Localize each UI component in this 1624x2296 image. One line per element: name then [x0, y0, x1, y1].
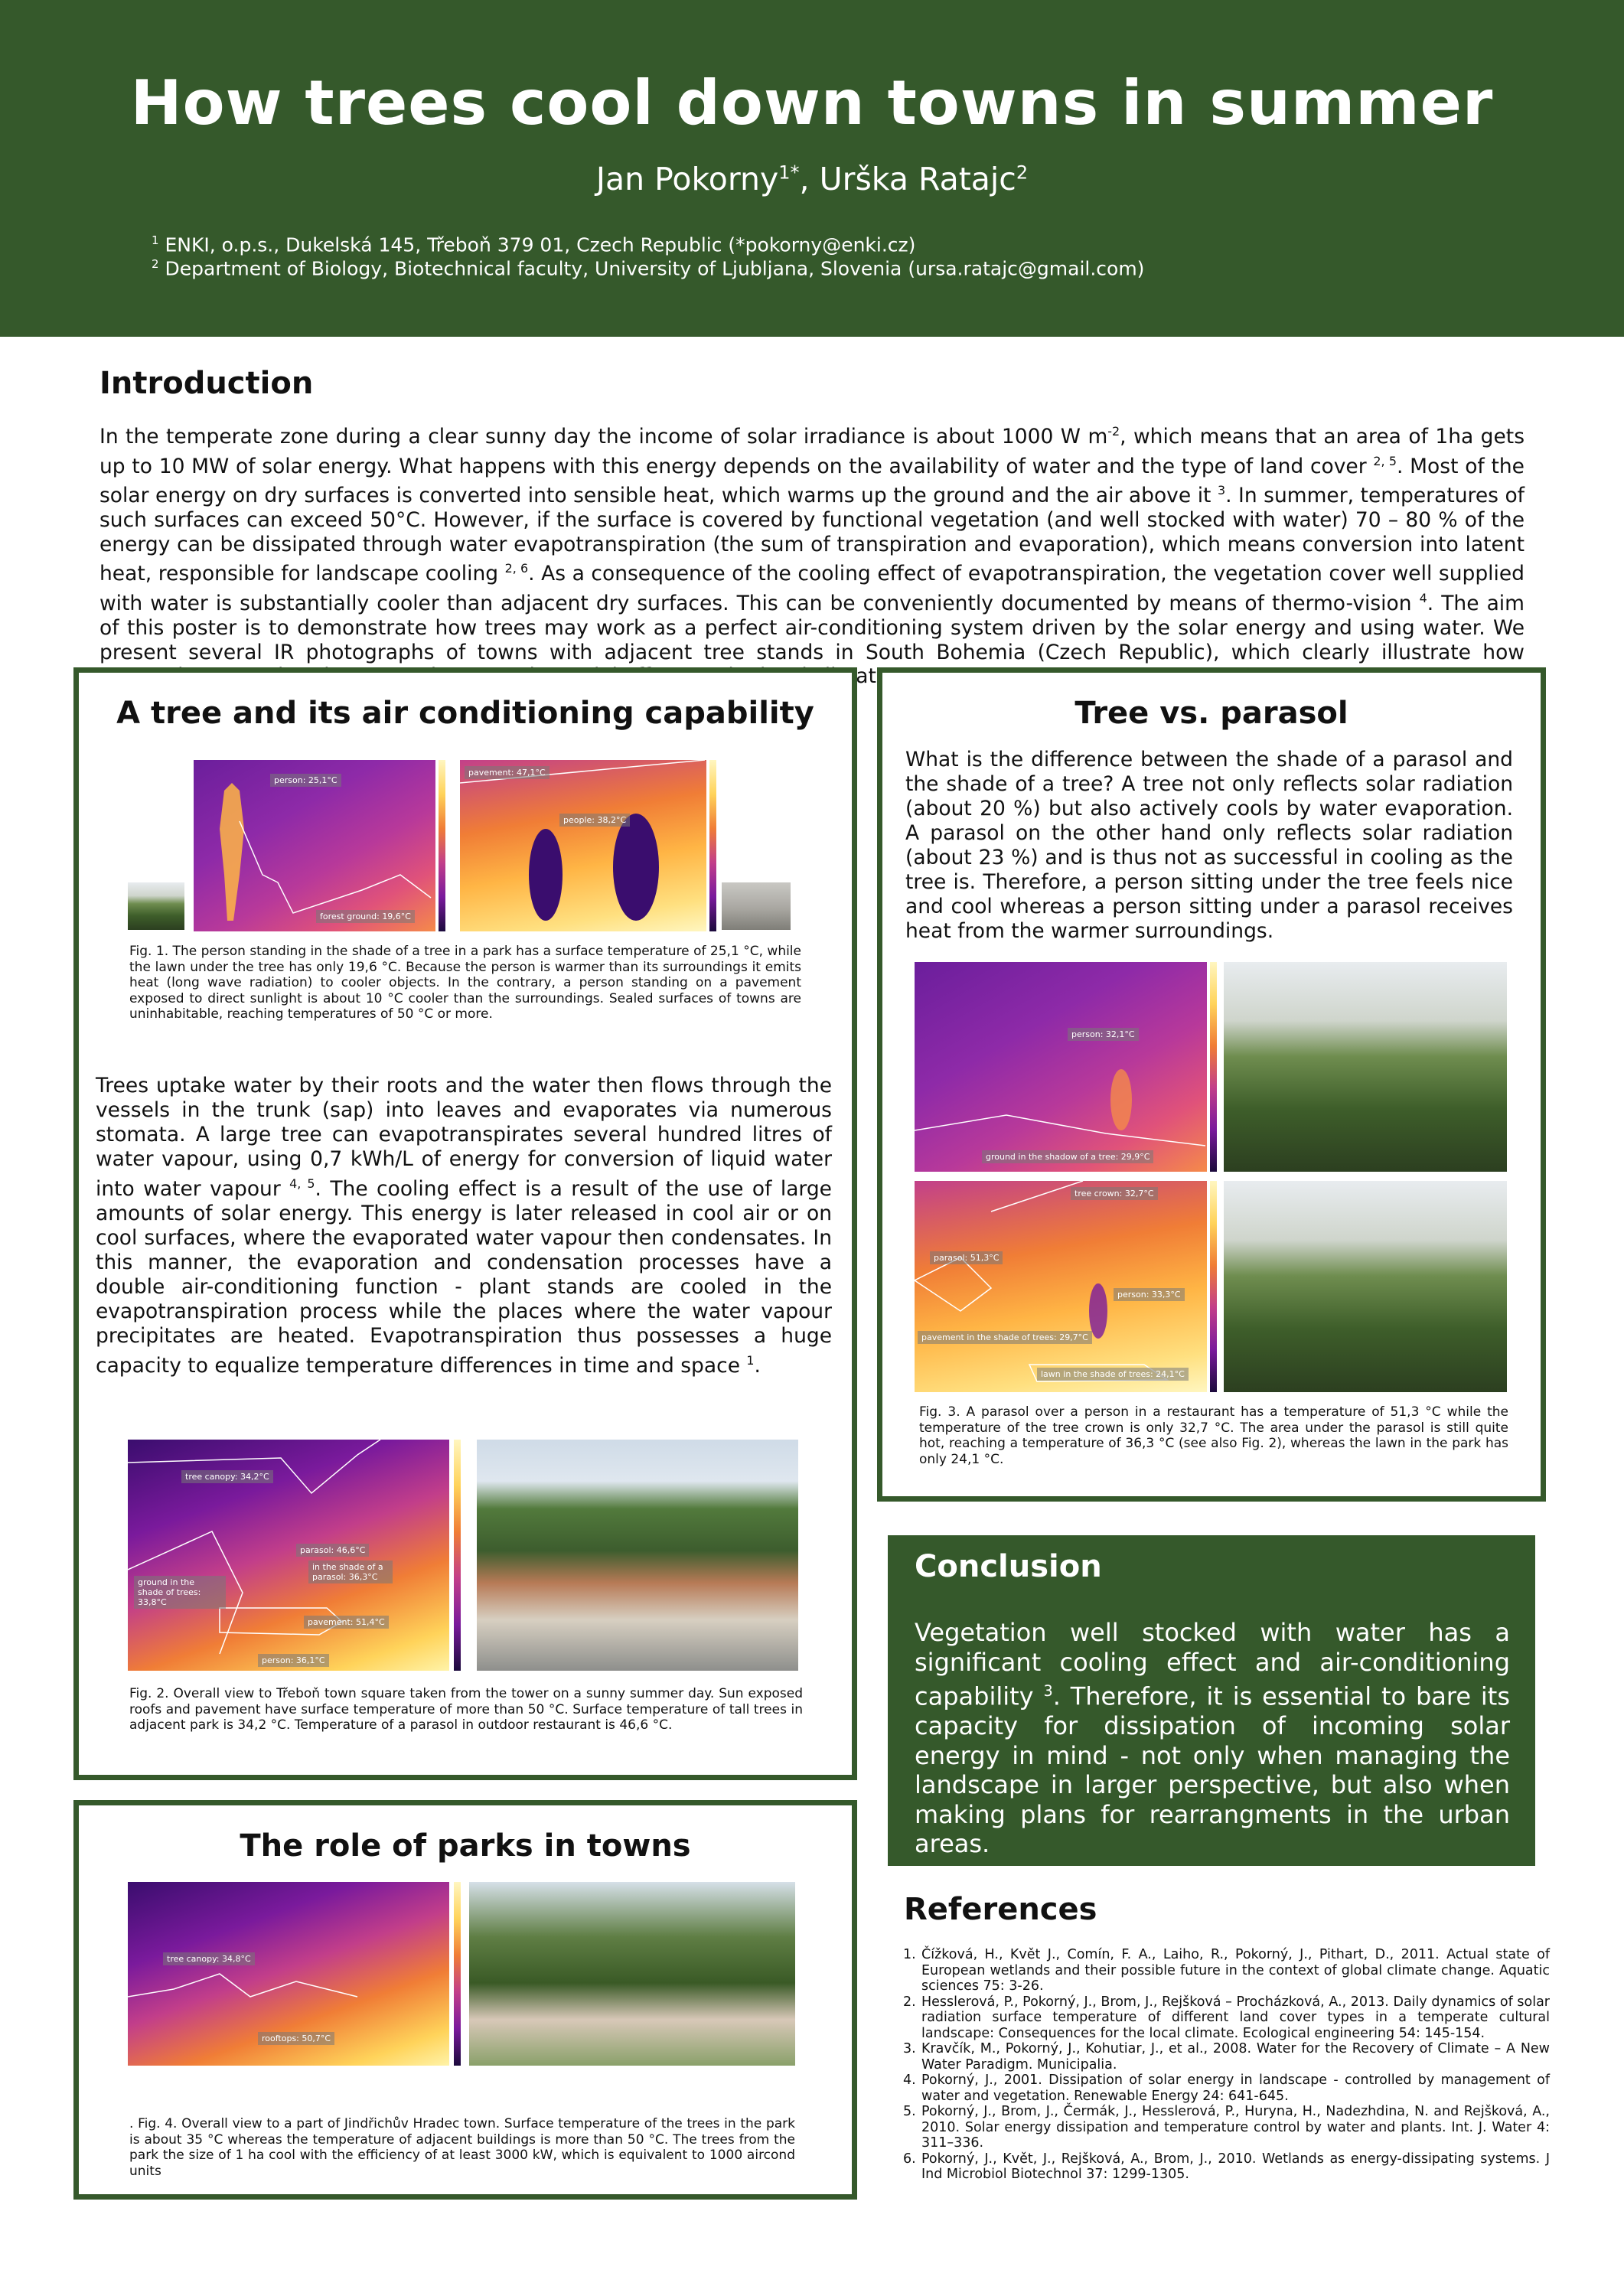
fig4-label-rooftops: rooftops: 50,7°C	[258, 2032, 334, 2045]
reference-number: 4.	[903, 2073, 916, 2088]
conclusion-part-a: Vegetation well stocked with water has a significant cooling effect and air-conditioning capability	[915, 1618, 1510, 1711]
fig3-restaurant-outlines	[915, 1181, 1207, 1392]
intro-sup-4: 2, 6	[504, 561, 529, 576]
reference-number: 3.	[903, 2041, 916, 2056]
references-heading: References	[904, 1892, 1097, 1927]
fig3-park-photo	[1224, 1181, 1507, 1392]
tree-text-sup-b: 1	[746, 1352, 755, 1368]
reference-item	[903, 2104, 1550, 2151]
fig1-park-photo	[128, 882, 184, 930]
fig2-town-square-photo	[477, 1440, 798, 1671]
reference-text: Pokorný, J., Brom, J., Čermák, J., Hesslerová, P., Huryna, H., Nadezhdina, N. and Rejšková, A., 2010. Solar energy dissipation and temperature control by water and plants. Int. J. Water 4: 311–336.	[921, 2104, 1550, 2151]
fig1-label-pavement: pavement: 47,1°C	[465, 766, 549, 779]
reference-text: Kravčík, M., Pokorný, J., Kohutiar, J., et al., 2008. Water for the Recovery of Climate – A New Water Paradigm. Municipalia.	[921, 2041, 1550, 2073]
reference-item	[903, 1947, 1550, 1994]
affiliation-1	[152, 233, 915, 256]
intro-part-5: . As a consequence of the cooling effect of evapotranspiration, the vegetation cover well supplied with water is substantially cooler than adjacent dry surfaces. This can be conveniently documented by means of thermo-vision	[99, 562, 1525, 615]
fig3-label-person-a: person: 32,1°C	[1068, 1028, 1139, 1041]
intro-sup-3: 3	[1217, 483, 1226, 498]
poster-title: How trees cool down towns in summer	[130, 67, 1494, 139]
author-2: Urška Ratajc	[819, 161, 1016, 197]
intro-sup-2: 2, 5	[1373, 453, 1397, 468]
fig3-label-pavement-shade: pavement in the shade of trees: 29,7°C	[918, 1331, 1092, 1344]
reference-item	[903, 2041, 1550, 2073]
fig4-thermal-town	[128, 1882, 449, 2066]
intro-sup-1: -2	[1107, 424, 1120, 439]
affiliation-1-num: 1	[152, 233, 159, 247]
reference-number: 5.	[903, 2104, 916, 2119]
introduction-heading: Introduction	[99, 366, 314, 401]
references-list	[903, 1947, 1550, 2183]
parks-box	[73, 1800, 857, 2200]
fig3-temperature-scale-a	[1210, 962, 1217, 1172]
fig2-label-pavement: pavement: 51,4°C	[304, 1616, 389, 1629]
conclusion-sup: 3	[1043, 1682, 1053, 1700]
fig2-label-shade-parasol: in the shade of a parasol: 36,3°C	[308, 1561, 393, 1583]
author-1-sup: 1*	[778, 161, 800, 184]
fig2-thermal-square	[128, 1440, 449, 1671]
fig1-label-person: person: 25,1°C	[270, 774, 341, 787]
fig1-label-forest-ground: forest ground: 19,6°C	[316, 910, 415, 923]
author-1: Jan Pokorny	[595, 161, 779, 197]
fig4-caption: . Fig. 4. Overall view to a part of Jindřichův Hradec town. Surface temperature of the trees in the park is about 35 °C whereas the temperature of adjacent buildings is more than 50 °C. The trees from the park the size of 1 ha cool with the efficiency of at least 3000 kW, which is equivalent to 1000 aircond units	[129, 2116, 795, 2179]
conclusion-text	[915, 1618, 1510, 1859]
fig3-bench-photo	[1224, 962, 1507, 1172]
intro-part-6: . The aim of this poster is to demonstrate how trees may work as a perfect air-conditioning system driven by the solar energy and using water. We present several IR photographs of towns with adjacent tree stands in South Bohemia (Czech Republic), which clearly illustrate how	[99, 591, 1525, 664]
parasol-text: What is the difference between the shade of a parasol and the shade of a tree? A tree not only reflects solar radiation (about 20 %) but also actively cools by water evaporation. A parasol on the other hand only reflects solar radiation (about 23 %) and is thus not as successful in cooling as the tree is. Therefore, a person sitting under the tree feels nice and cool whereas a person sitting under a parasol receives heat from the warmer surroundings.	[905, 748, 1513, 943]
reference-text: Pokorný, J., 2001. Dissipation of solar energy in landscape - controlled by management of water and vegetation. Renewable Energy 24: 641-645.	[921, 2073, 1550, 2104]
reference-item	[903, 2073, 1550, 2104]
reference-number: 6.	[903, 2151, 916, 2167]
introduction-text	[99, 419, 1525, 689]
reference-item	[903, 2151, 1550, 2183]
affiliation-2-text: Department of Biology, Biotechnical faculty, University of Ljubljana, Slovenia (ursa.ratajc@gmail.com)	[165, 257, 1145, 280]
tree-text-part-b: . The cooling effect is a result of the use of large amounts of solar energy. This energy is later released in cool air or on cool surfaces, where the evaporated water vapour then condensates. In this manner, the evaporation and condensation processes have a double air-conditioning function - plant stands are cooled in the evapotranspiration process while the places where the water vapour precipitates are heated. Evapotranspiration thus possesses a huge capacity to equalize temperature differences in time and space	[96, 1176, 832, 1378]
fig2-caption: Fig. 2. Overall view to Třeboň town square taken from the tower on a sunny summer day. Sun exposed roofs and pavement have surface temperature of more than 50 °C. Surface temperature of tall trees in adjacent park is 34,2 °C. Temperature of a parasol in outdoor restaurant is 46,6 °C.	[129, 1686, 803, 1733]
fig2-region-outlines	[128, 1440, 449, 1671]
fig3-label-parasol: parasol: 51,3°C	[930, 1251, 1003, 1264]
reference-text: Čížková, H., Květ J., Comín, F. A., Laiho, R., Pokorný, J., Pithart, D., 2011. Actual state of European wetlands and their possible future in the context of global climate change. Aquatic sciences 75: 3-26.	[921, 1947, 1550, 1994]
fig3-caption: Fig. 3. A parasol over a person in a restaurant has a temperature of 51,3 °C while the temperature of the tree crown is only 32,7 °C. The area under the parasol is still quite hot, reaching a temperature of 36,3 °C (see also Fig. 2), whereas the lawn in the park has only 24,1 °C.	[919, 1404, 1508, 1467]
fig1-thermal-street	[460, 760, 706, 931]
reference-number: 2.	[903, 1994, 916, 2010]
fig4-label-tree-canopy: tree canopy: 34,8°C	[163, 1952, 255, 1965]
affiliation-1-text: ENKI, o.p.s., Dukelská 145, Třeboň 379 01, Czech Republic (*pokorny@enki.cz)	[165, 233, 916, 256]
tree-aircon-heading: A tree and its air conditioning capability	[116, 696, 814, 731]
fig1-people-silhouettes	[460, 760, 706, 931]
reference-number: 1.	[903, 1947, 916, 1962]
fig2-label-parasol: parasol: 46,6°C	[296, 1544, 369, 1557]
fig4-temperature-scale	[454, 1882, 461, 2066]
fig3-temperature-scale-b	[1210, 1181, 1217, 1392]
fig1-temperature-scale-a	[439, 760, 445, 931]
intro-part-3: . Most of the solar energy on dry surfaces is converted into sensible heat, which warms up the ground and the air above it	[99, 454, 1525, 508]
fig3-label-tree-crown: tree crown: 32,7°C	[1071, 1187, 1158, 1200]
fig1-label-people: people: 38,2°C	[559, 814, 630, 827]
fig2-label-tree-canopy: tree canopy: 34,2°C	[181, 1470, 273, 1483]
fig3-label-ground-shadow: ground in the shadow of a tree: 29,9°C	[982, 1150, 1153, 1163]
parasol-box	[877, 667, 1546, 1502]
reference-text: Pokorný, J., Květ, J., Rejšková, A., Brom, J., 2010. Wetlands as energy-dissipating systems. J Ind Microbiol Biotechnol 37: 1299-1305.	[921, 2151, 1550, 2182]
author-line	[0, 161, 1624, 197]
intro-part-4: . In summer, temperatures of such surfaces can exceed 50°C. However, if the surface is covered by functional vegetation (and well stocked with water) 70 – 80 % of the energy can be dissipated through water evapotranspiration (the sum of transpiration and evaporation), which means conversion into latent heat, responsible for landscape cooling	[99, 484, 1525, 586]
intro-sup-5: 4	[1419, 591, 1427, 606]
fig3-label-lawn-shade: lawn in the shade of trees: 24,1°C	[1037, 1368, 1189, 1381]
tree-text-part-a: Trees uptake water by their roots and the water then flows through the vessels in the trunk (sap) into leaves and evaporates via numerous stomata. A large tree can evapotranspirates several hundred litres of water vapour, using 0,7 kWh/L of energy for conversion of liquid water into water vapour	[96, 1074, 832, 1201]
conclusion-heading: Conclusion	[915, 1549, 1102, 1584]
fig4-town-photo	[469, 1882, 795, 2066]
tree-text-sup-a: 4, 5	[289, 1176, 315, 1191]
tree-text-part-c: .	[754, 1353, 761, 1378]
tree-aircon-text	[96, 1074, 832, 1378]
header-banner	[0, 0, 1624, 337]
fig3-thermal-restaurant	[915, 1181, 1207, 1392]
fig1-temperature-scale-b	[709, 760, 716, 931]
intro-part-1: In the temperate zone during a clear sunny day the income of solar irradiance is about 1000 W m	[99, 424, 1108, 448]
reference-text: Hesslerová, P., Pokorný, J., Brom, J., Rejšková – Procházková, A., 2013. Daily dynamics of solar radiation surface temperature of different land cover types in a temperate cultural landscape: Consequences for the local climate. Ecological engineering 54: 145-154.	[921, 1994, 1550, 2041]
fig3-label-person-b: person: 33,3°C	[1114, 1288, 1185, 1301]
tree-aircon-box	[73, 667, 857, 1780]
fig1-caption: Fig. 1. The person standing in the shade of a tree in a park has a surface temperature of 25,1 °C, while the lawn under the tree has only 19,6 °C. Because the person is warmer than its surroundings it emits heat (long wave radiation) to cooler objects. In the contrary, a person standing on a pavement exposed to direct sunlight is about 10 °C cooler than the surroundings. Sealed surfaces of towns are uninhabitable, reaching temperatures of 50 °C or more.	[129, 944, 801, 1022]
conclusion-part-b: . Therefore, it is essential to bare its capacity for dissipation of incoming solar energy in mind - not only when managing the landscape in larger perspective, but also when making plans for rearrangments in the urban areas.	[915, 1681, 1511, 1859]
fig3-thermal-bench	[915, 962, 1207, 1172]
parks-heading: The role of parks in towns	[240, 1828, 691, 1864]
fig1-thermal-park	[194, 760, 435, 931]
fig3-bench-outlines	[915, 962, 1207, 1172]
affiliation-2-num: 2	[152, 257, 159, 271]
parasol-heading: Tree vs. parasol	[1075, 696, 1348, 731]
reference-item	[903, 1994, 1550, 2042]
affiliation-2	[152, 257, 1144, 279]
conclusion-box	[888, 1535, 1535, 1866]
author-separator: ,	[799, 161, 820, 197]
fig2-label-ground-shade: ground in the shade of trees: 33,8°C	[134, 1576, 226, 1609]
fig2-label-person: person: 36,1°C	[258, 1654, 329, 1667]
fig1-street-photo	[722, 882, 791, 930]
author-2-sup: 2	[1016, 161, 1029, 184]
intro-part-2: , which means that an area of 1ha gets up to 10 MW of solar energy. What happens with this energy depends on the availability of water and the type of land cover	[99, 424, 1525, 478]
fig2-temperature-scale	[454, 1440, 461, 1671]
